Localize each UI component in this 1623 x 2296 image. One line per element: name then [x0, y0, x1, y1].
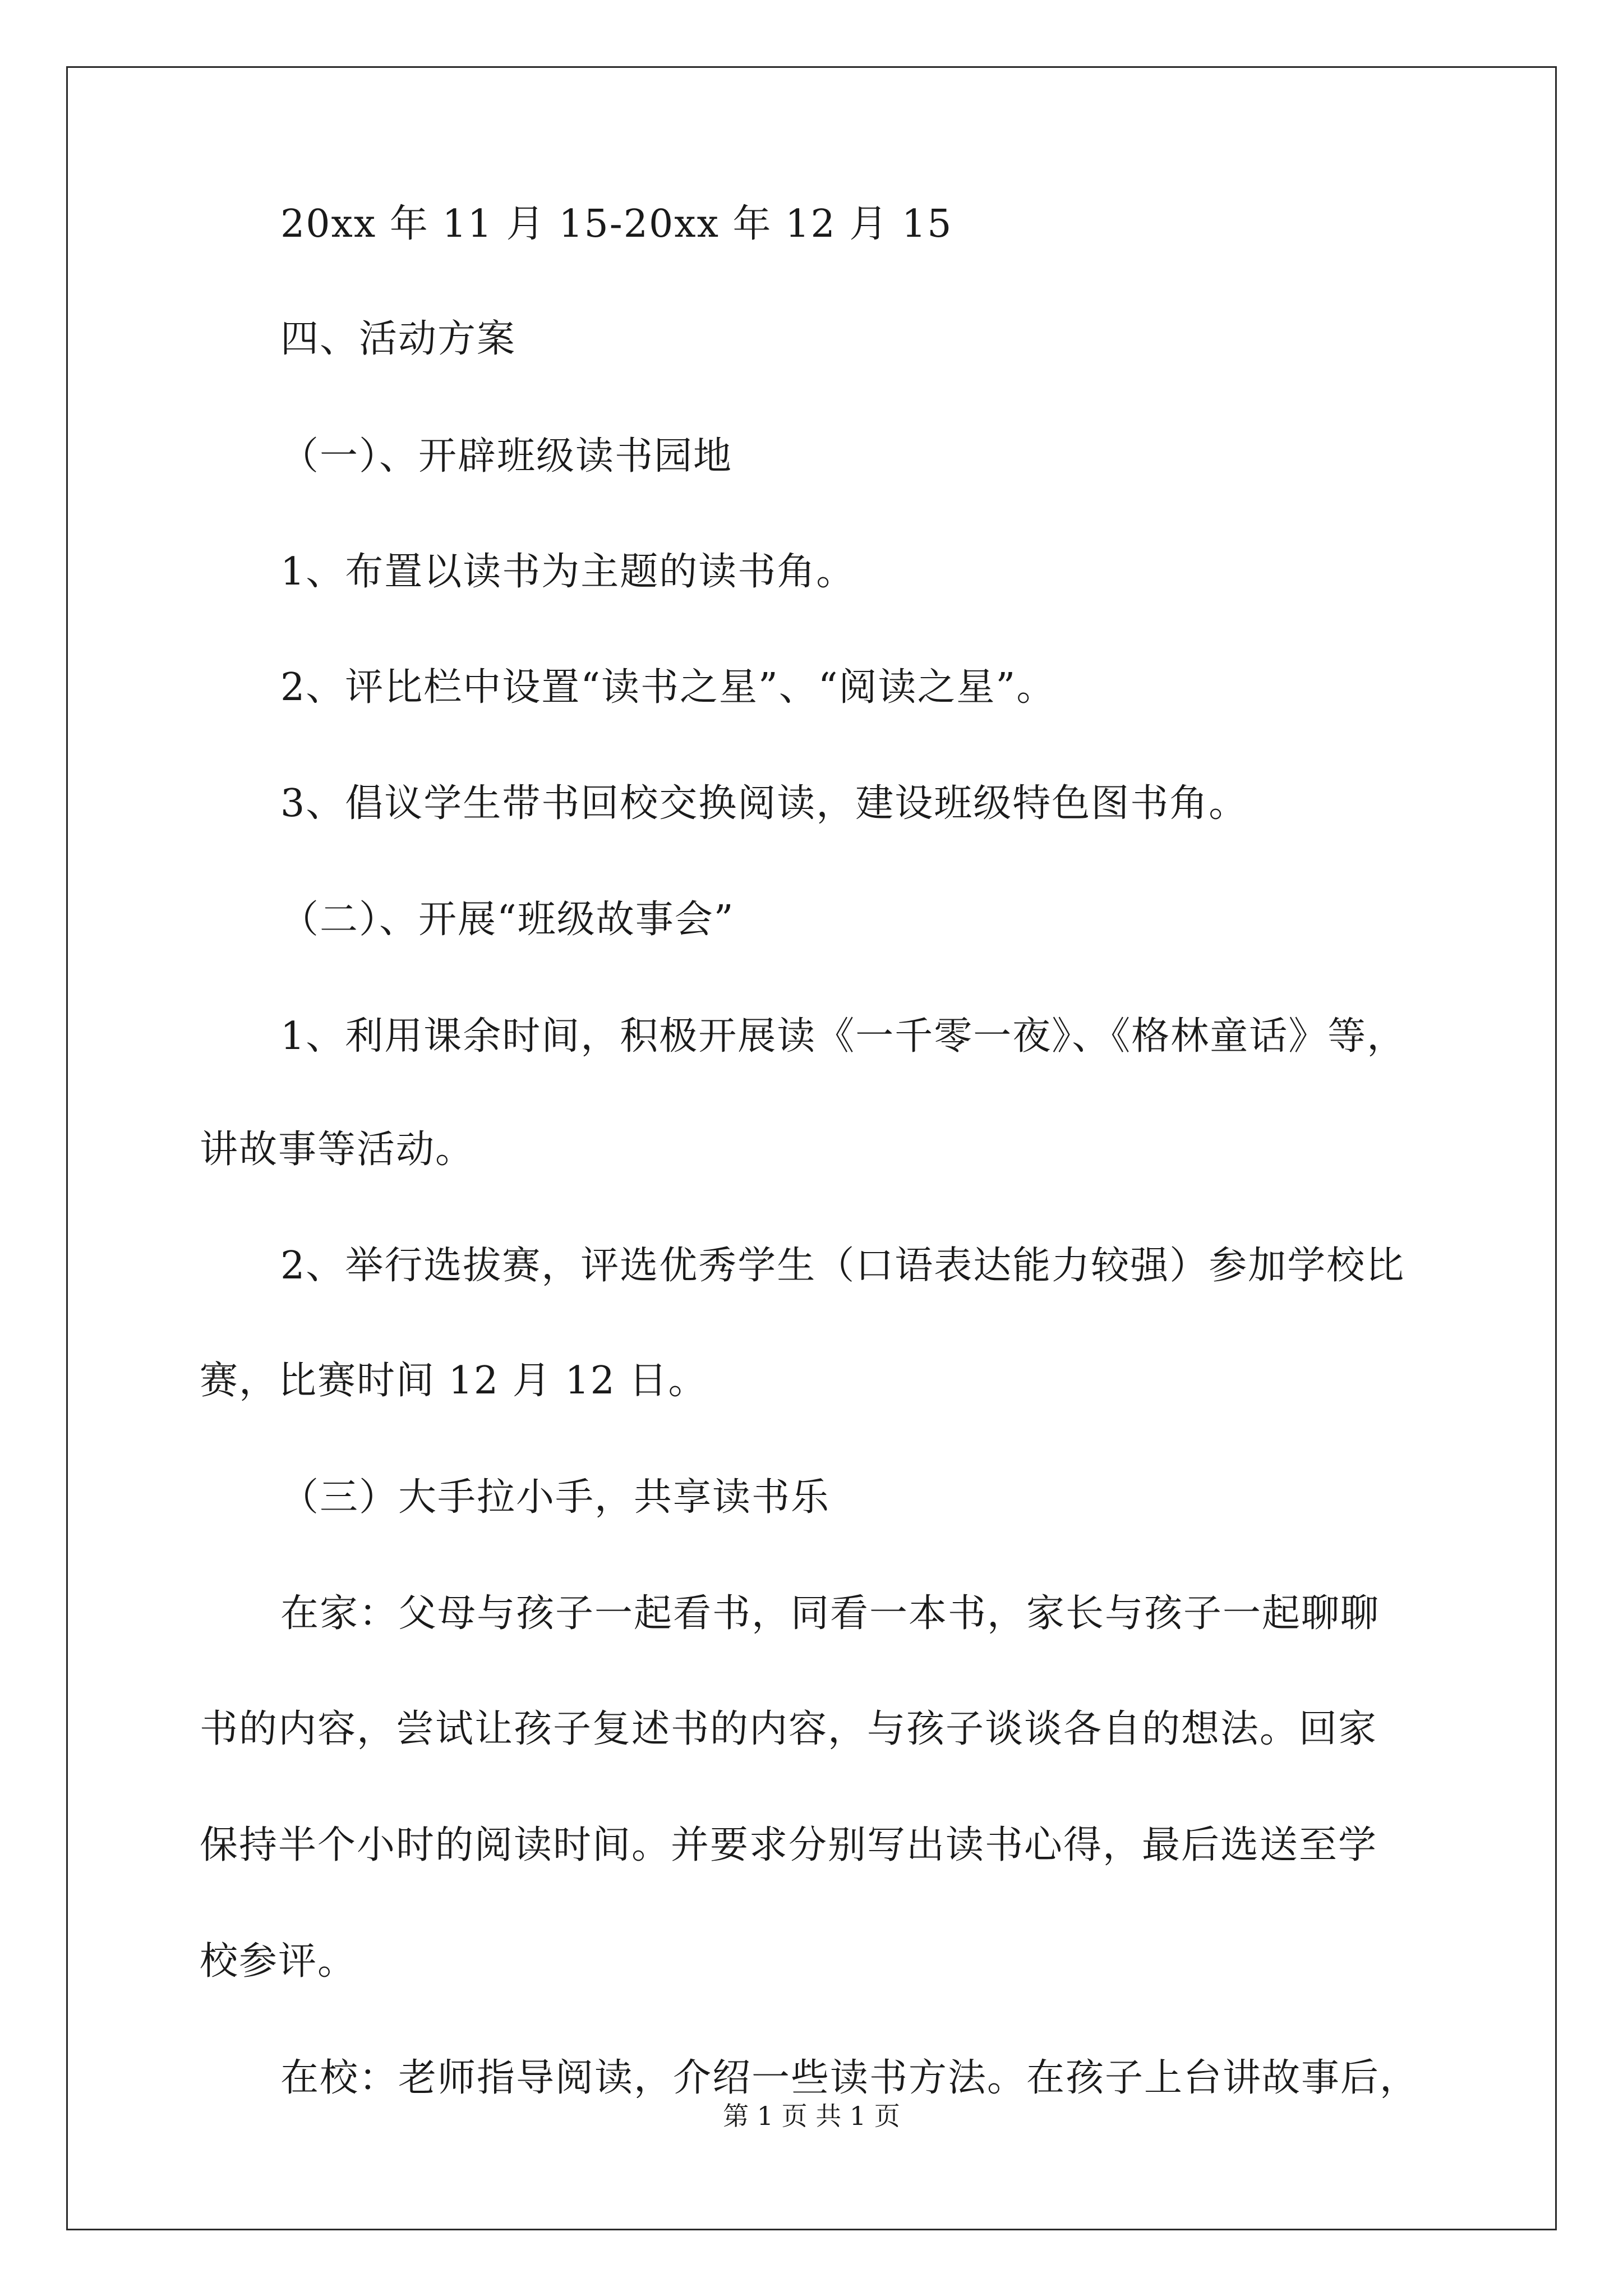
paragraph-line: 校参评。 [200, 1939, 357, 1984]
paragraph-line: 在家：父母与孩子一起看书，同看一本书，家长与孩子一起聊聊 [280, 1591, 1380, 1636]
paragraph-line: 在校：老师指导阅读，介绍一些读书方法。在孩子上台讲故事后， [280, 2056, 1419, 2100]
subsection-heading-3: （三）大手拉小手，共享读书乐 [280, 1475, 831, 1520]
paragraph-line: 3、倡议学生带书回校交换阅读，建设班级特色图书角。 [280, 781, 1248, 826]
paragraph-line: 保持半个小时的阅读时间。并要求分别写出读书心得，最后选送至学 [200, 1823, 1378, 1867]
paragraph-line: 1、布置以读书为主题的读书角。 [280, 550, 856, 594]
section-heading-activity-plan: 四、活动方案 [280, 317, 517, 361]
paragraph-line: 书的内容，尝试让孩子复述书的内容，与孩子谈谈各自的想法。回家 [200, 1707, 1378, 1751]
paragraph-line: 1、利用课余时间，积极开展读《一千零一夜》、《格林童话》等， [280, 1014, 1407, 1059]
paragraph-line: 赛，比赛时间 12 月 12 日。 [200, 1359, 708, 1403]
paragraph-line: 2、举行选拔赛，评选优秀学生（口语表达能力较强）参加学校比 [280, 1244, 1405, 1288]
paragraph-line: 讲故事等活动。 [200, 1128, 475, 1172]
page-number-footer: 第 1 页 共 1 页 [723, 2101, 900, 2131]
date-range-line: 20xx 年 11 月 15-20xx 年 12 月 15 [280, 202, 953, 246]
subsection-heading-2: （二）、开展“班级故事会” [280, 898, 735, 942]
paragraph-line: 2、评比栏中设置“读书之星”、“阅读之星”。 [280, 665, 1056, 710]
subsection-heading-1: （一）、开辟班级读书园地 [280, 434, 733, 478]
